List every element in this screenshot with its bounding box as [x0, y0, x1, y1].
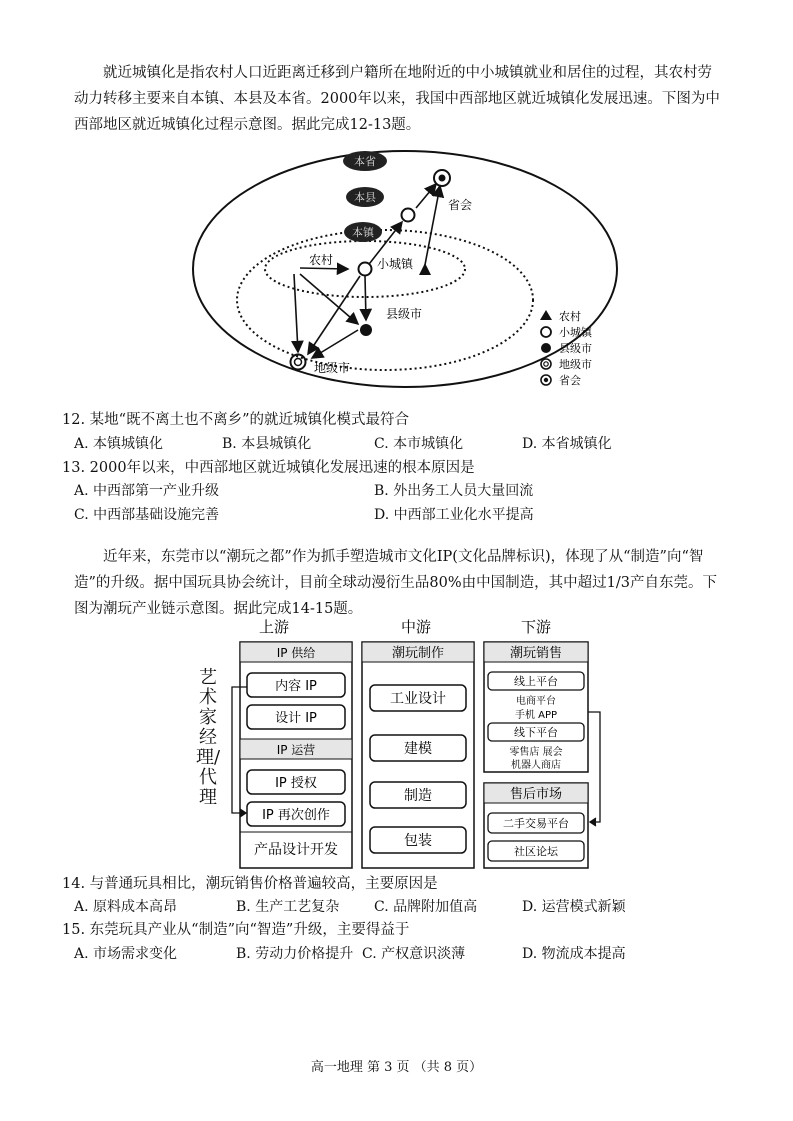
q13-option-a[interactable]: A. 中西部第一产业升级 [74, 483, 220, 499]
svg-text:本省: 本省 [354, 155, 376, 168]
svg-text:IP 供给: IP 供给 [276, 646, 316, 660]
county-city-node [360, 324, 372, 336]
svg-text:售后市场: 售后市场 [509, 787, 563, 802]
legend-double-circle-icon [541, 359, 551, 369]
q15-option-c[interactable]: C. 产权意识淡薄 [362, 946, 466, 962]
q14-option-a[interactable]: A. 原料成本高昂 [74, 899, 178, 915]
question-15-stem: 15. 东莞玩具产业从“制造”向“智造”升级，主要得益于 [62, 922, 410, 938]
village-label: 农村 [309, 253, 334, 267]
svg-text:IP 运营: IP 运营 [276, 743, 316, 757]
header-upstream: 上游 [258, 618, 290, 636]
q15-option-d[interactable]: D. 物流成本提高 [522, 946, 626, 962]
svg-text:地级市: 地级市 [559, 358, 592, 371]
q13-option-d[interactable]: D. 中西部工业化水平提高 [374, 507, 534, 523]
svg-text:工业设计: 工业设计 [390, 691, 446, 707]
svg-text:本镇: 本镇 [352, 226, 374, 239]
svg-text:潮玩制作: 潮玩制作 [391, 646, 445, 661]
svg-text:内容 IP: 内容 IP [275, 679, 317, 694]
q14-option-b[interactable]: B. 生产工艺复杂 [236, 899, 340, 915]
prefecture-city-node [291, 355, 306, 370]
svg-text:线下平台: 线下平台 [514, 726, 558, 739]
county-city-label: 县级市 [386, 307, 423, 321]
downstream-bracket [588, 712, 600, 826]
q12-option-d[interactable]: D. 本省城镇化 [522, 436, 612, 452]
legend-filled-circle-icon [541, 343, 551, 353]
province-capital-label: 省会 [448, 198, 473, 212]
question-13-stem: 13. 2000年以来，中西部地区就近城镇化发展迅速的根本原因是 [62, 460, 475, 476]
page-footer: 高一地理 第 3 页 （共 8 页） [310, 1060, 483, 1075]
diagram-legend [535, 308, 610, 392]
toy-industry-chain-diagram [190, 615, 610, 870]
q14-option-c[interactable]: C. 品牌附加值高 [374, 899, 478, 915]
q14-option-d[interactable]: D. 运营模式新颖 [522, 899, 626, 915]
svg-text:IP 授权: IP 授权 [275, 776, 317, 791]
question-14-stem: 14. 与普通玩具相比，潮玩销售价格普遍较高，主要原因是 [62, 876, 438, 892]
ring-label-town [344, 222, 382, 242]
svg-text:电商平台: 电商平台 [516, 696, 556, 707]
svg-text:IP 再次创作: IP 再次创作 [262, 808, 330, 823]
svg-text:手机 APP: 手机 APP [514, 710, 558, 721]
passage-1: 就近城镇化是指农村人口近距离迁移到户籍所在地附近的中小城镇就业和居住的过程，其农村劳动力转移主要来自本镇、本县及本省。2000年以来，我国中西部地区就近城镇化发展迅速。下图为中西部地区就近城镇化过程示意图。据此完成12-13题。 [74, 65, 720, 133]
product-dev-label: 产品设计开发 [254, 842, 338, 858]
svg-text:线上平台: 线上平台 [514, 675, 558, 688]
question-12-stem: 12. 某地“既不离土也不离乡”的就近城镇化模式最符合 [62, 412, 409, 428]
q15-option-b[interactable]: B. 劳动力价格提升 [236, 946, 354, 962]
legend-target-circle-icon [541, 375, 551, 385]
q15-option-a[interactable]: A. 市场需求变化 [74, 946, 178, 962]
town-node-outer [402, 209, 415, 222]
svg-text:二手交易平台: 二手交易平台 [503, 817, 569, 830]
passage-2: 近年来，东莞市以“潮玩之都”作为抓手塑造城市文化IP(文化品牌标识)，体现了从“制造”向“智造”的升级。据中国玩具协会统计，目前全球动漫衍生品80%由中国制造，其中超过1/3产自东莞。下图为潮玩产业链示意图。据此完成14-15题。 [74, 549, 717, 617]
svg-text:县级市: 县级市 [559, 342, 592, 355]
q12-option-a[interactable]: A. 本镇城镇化 [74, 436, 164, 452]
svg-text:社区论坛: 社区论坛 [514, 845, 558, 858]
svg-text:潮玩销售: 潮玩销售 [509, 646, 563, 661]
agent-side-label: 艺术家经理/代理 [196, 667, 221, 808]
svg-text:省会: 省会 [559, 374, 581, 387]
svg-text:本县: 本县 [354, 191, 376, 204]
legend-open-circle-icon [541, 327, 551, 337]
svg-text:机器人商店: 机器人商店 [511, 760, 561, 771]
svg-text:包装: 包装 [404, 833, 432, 849]
q12-option-b[interactable]: B. 本县城镇化 [222, 436, 312, 452]
village-node [419, 263, 431, 275]
svg-text:制造: 制造 [404, 788, 432, 804]
town-label: 小城镇 [377, 257, 414, 271]
svg-text:设计 IP: 设计 IP [275, 711, 317, 726]
province-capital-node [434, 170, 450, 186]
header-downstream: 下游 [520, 618, 552, 636]
ring-label-province [343, 151, 387, 171]
header-midstream: 中游 [400, 618, 432, 636]
svg-text:农村: 农村 [559, 310, 581, 323]
legend-triangle-icon [540, 310, 552, 320]
prefecture-city-label: 地级市 [314, 361, 351, 375]
county-ring [237, 230, 533, 370]
town-node [359, 263, 372, 276]
svg-text:建模: 建模 [404, 741, 432, 757]
ring-label-county [346, 187, 384, 207]
q13-option-b[interactable]: B. 外出务工人员大量回流 [374, 483, 534, 499]
svg-text:零售店 展会: 零售店 展会 [509, 747, 563, 758]
svg-text:小城镇: 小城镇 [559, 326, 592, 339]
q13-option-c[interactable]: C. 中西部基础设施完善 [74, 507, 220, 523]
q12-option-c[interactable]: C. 本市城镇化 [374, 436, 464, 452]
